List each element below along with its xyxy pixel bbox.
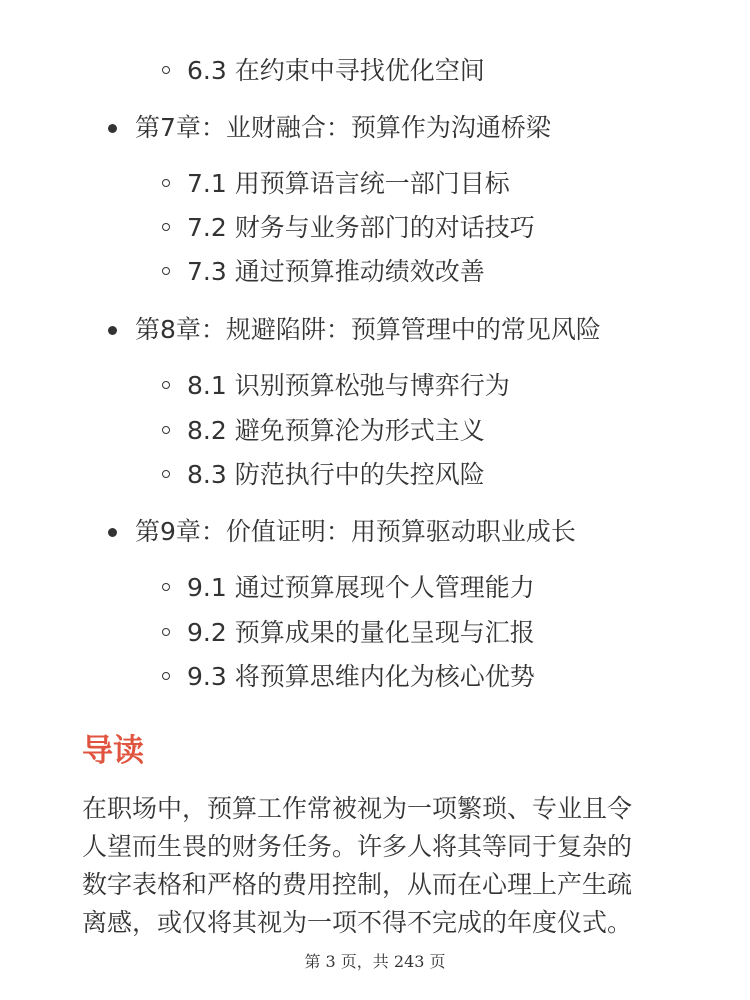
disc-bullet-icon — [108, 124, 117, 133]
paragraph-line: 数字表格和严格的费用控制，从而在心理上产生疏 — [82, 870, 633, 899]
toc-section-9-1 — [187, 573, 535, 603]
toc-section-6-3 — [187, 56, 485, 86]
toc-section-text: 7.2 财务与业务部门的对话技巧 — [187, 213, 535, 242]
toc-chapter-text: 第7章：业财融合：预算作为沟通桥梁 — [135, 113, 551, 142]
toc-chapter-8 — [135, 315, 601, 345]
toc-chapter-9 — [135, 517, 576, 547]
toc-section-7-2 — [187, 213, 535, 243]
circle-bullet-icon — [162, 470, 170, 478]
paragraph-line: 人望而生畏的财务任务。许多人将其等同于复杂的 — [82, 832, 633, 861]
toc-section-8-3 — [187, 460, 485, 490]
toc-section-text: 8.3 防范执行中的失控风险 — [187, 460, 485, 489]
disc-bullet-icon — [108, 528, 117, 537]
circle-bullet-icon — [162, 267, 170, 275]
circle-bullet-icon — [162, 672, 170, 680]
toc-chapter-text: 第9章：价值证明：用预算驱动职业成长 — [135, 517, 576, 546]
toc-section-text: 9.2 预算成果的量化呈现与汇报 — [187, 618, 535, 647]
circle-bullet-icon — [162, 381, 170, 389]
intro-heading: 导读 — [82, 733, 144, 769]
circle-bullet-icon — [162, 66, 170, 74]
toc-chapter-text: 第8章：规避陷阱：预算管理中的常见风险 — [135, 315, 601, 344]
toc-section-8-1 — [187, 371, 510, 401]
toc-section-text: 9.1 通过预算展现个人管理能力 — [187, 573, 535, 602]
toc-chapter-7 — [135, 113, 551, 143]
toc-section-7-1 — [187, 169, 510, 199]
circle-bullet-icon — [162, 583, 170, 591]
page-footer: 第 3 页，共 243 页 — [304, 952, 446, 971]
toc-section-text: 6.3 在约束中寻找优化空间 — [187, 56, 485, 85]
toc-section-8-2 — [187, 416, 485, 446]
circle-bullet-icon — [162, 179, 170, 187]
toc-section-text: 8.1 识别预算松弛与博弈行为 — [187, 371, 510, 400]
toc-section-9-3 — [187, 662, 535, 692]
circle-bullet-icon — [162, 628, 170, 636]
circle-bullet-icon — [162, 426, 170, 434]
disc-bullet-icon — [108, 326, 117, 335]
toc-section-9-2 — [187, 618, 535, 648]
toc-section-text: 7.3 通过预算推动绩效改善 — [187, 257, 485, 286]
paragraph-line: 在职场中，预算工作常被视为一项繁琐、专业且令 — [82, 794, 633, 823]
intro-paragraph — [82, 790, 672, 942]
toc-section-text: 8.2 避免预算沦为形式主义 — [187, 416, 485, 445]
toc-section-7-3 — [187, 257, 485, 287]
paragraph-line: 离感，或仅将其视为一项不得不完成的年度仪式。 — [82, 908, 633, 937]
circle-bullet-icon — [162, 223, 170, 231]
toc-section-text: 9.3 将预算思维内化为核心优势 — [187, 662, 535, 691]
toc-section-text: 7.1 用预算语言统一部门目标 — [187, 169, 510, 198]
